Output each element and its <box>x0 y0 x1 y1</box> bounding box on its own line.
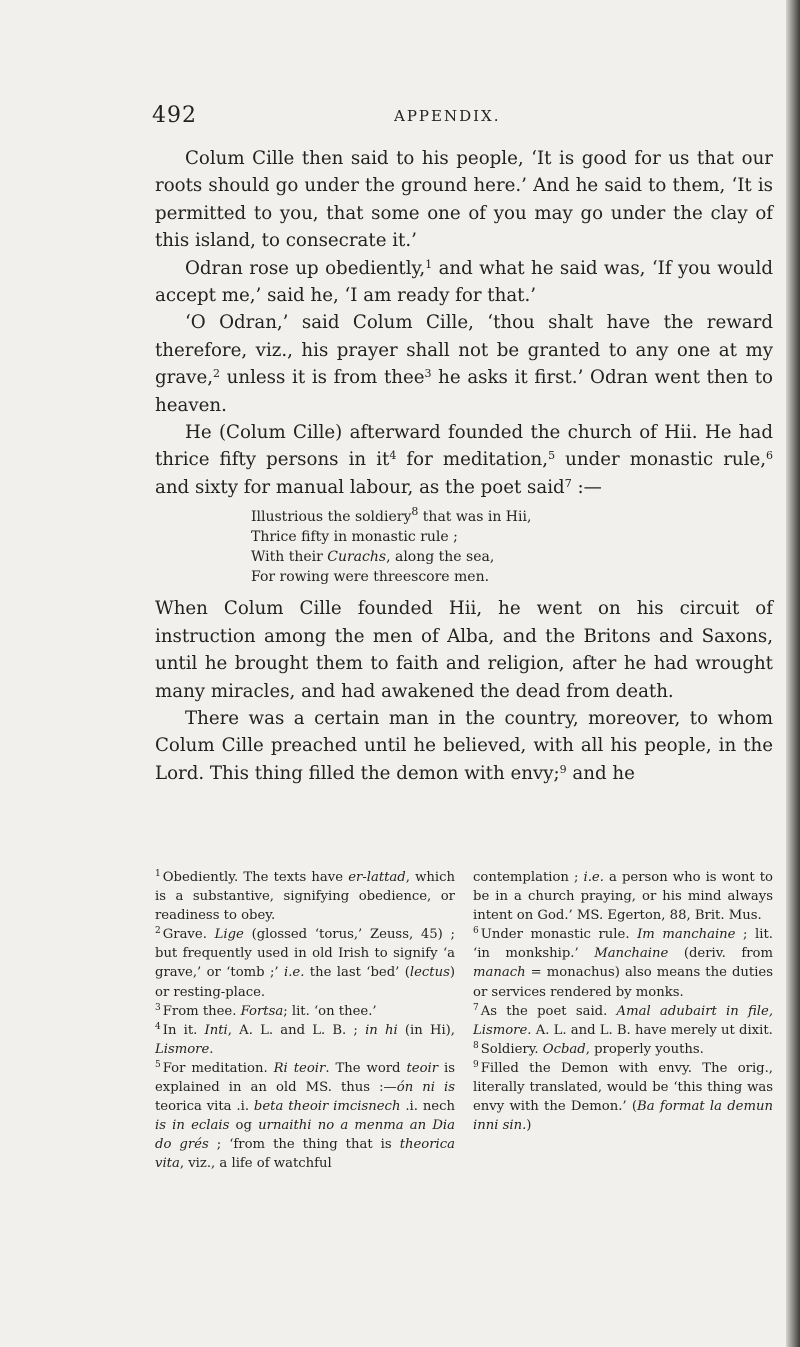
footnote-ref: 9 <box>559 762 567 776</box>
paragraph: He (Colum Cille) afterward founded the church of Hii. He had thrice fifty persons in $it^4$ for meditation,$^5$ under monastic rule,$^6$ and sixty for manual labour, as the poet said$^7$ :— <box>155 422 773 498</box>
running-head: APPENDIX. <box>394 107 501 125</box>
footnote-column-right <box>473 868 773 1174</box>
main-text <box>155 145 773 787</box>
poem-quotation <box>251 507 773 587</box>
paragraph: ‘O Odran,’ said Colum Cille, ‘thou shalt have the reward therefore, viz., his prayer shall not be granted to any one at my grave,$^2$ unless it is from thee$^3$ he asks it first.’ Odran went then to heaven. <box>155 312 773 416</box>
footnote-ref: 1 <box>425 257 433 271</box>
poem-line: Illustrious the soldiery$^8$ that was in Hii, <box>251 505 532 526</box>
paragraph: Colum Cille then said to his people, ‘It is good for us that our roots should go under the ground here.’ And he said to them, ‘It is permitted to you, that some one of you may go under the clay of this island, to consecrate it.’ <box>155 148 773 252</box>
footnote-ref: 8 <box>411 505 419 519</box>
poem-line: With their Curachs, along the sea, <box>251 549 495 566</box>
footnotes <box>155 868 773 1174</box>
footnote: $^1$ Obediently. The texts have er-lattad, which is a substantive, signifying obedience, or readiness to obey. <box>155 869 455 924</box>
poem-line: Thrice fifty in monastic rule ; <box>251 529 458 546</box>
footnote-ref: 6 <box>766 449 773 463</box>
page-header <box>0 103 800 133</box>
page-edge-shadow <box>786 0 800 1347</box>
footnote: $^4$ In it. Inti, A. L. and L. B. ; in hi (in Hi), Lismore. <box>155 1021 456 1057</box>
footnote-ref: 7 <box>564 476 572 490</box>
footnote: $^2$ Grave. Lige (glossed ‘torus,’ Zeuss, 45) ; but frequently used in old Irish to signify ‘a grave,’ or ‘tomb ;’ i.e. the last ‘bed’ (lectus) or resting-place. <box>155 926 456 1000</box>
paragraph: There was a certain man in the country, moreover, to whom Colum Cille preached until he believed, with all his people, in the Lord. This thing filled the demon with envy;$^9$ and he <box>155 707 773 784</box>
footnote: $^3$ From thee. Fortsa; lit. ‘on thee.’ <box>155 1002 377 1019</box>
footnote: $^8$ Soldiery. Ocbad, properly youths. <box>473 1040 704 1057</box>
footnote: $^9$ Filled the Demon with envy. The orig., literally translated, would be ‘this thing was envy with the Demon.’ (Ba format la demun inni sin.) <box>473 1059 773 1134</box>
footnote-ref: 3 <box>424 367 432 381</box>
footnote-ref: 2 <box>213 367 220 381</box>
footnote-column-left <box>155 868 455 1174</box>
footnote: $^5$ For meditation. Ri teoir. The word teoir is explained in an old MS. thus :—ón ni is teorica vita .i. beta theoir imcisnech .i. nech is in eclais og urnaithi no a menma an Dia do grés ; ‘from the thing that is theorica vita, viz., a life of watchful <box>155 1059 456 1172</box>
footnote-continued: contemplation ; i.e. a person who is wont to be in a church praying, or his mind always intent on God.’ MS. Egerton, 88, Brit. Mus. <box>473 870 773 924</box>
footnote-ref: 4 <box>389 449 397 463</box>
footnote: $^7$ As the poet said. Amal adubairt in file, Lismore. A. L. and L. B. have merely ut dixit. <box>473 1002 774 1038</box>
footnote: $^6$ Under monastic rule. Im manchaine ; lit. ‘in monkship.’ Manchaine (deriv. from manach = monachus) also means the duties or services rendered by monks. <box>473 926 773 1000</box>
page-number: 492 <box>152 103 197 128</box>
paragraph: Odran rose up obediently,$^1$ and what he said was, ‘If you would accept me,’ said he, ‘I am ready for that.’ <box>155 257 773 307</box>
poem-line: For rowing were threescore men. <box>251 569 490 586</box>
paragraph: When Colum Cille founded Hii, he went on his circuit of instruction among the men of Alba, and the Britons and Saxons, until he brought them to faith and religion, after he had wrought many miracles, and had awakened the dead from death. <box>155 598 773 702</box>
footnote-ref: 5 <box>548 449 556 463</box>
